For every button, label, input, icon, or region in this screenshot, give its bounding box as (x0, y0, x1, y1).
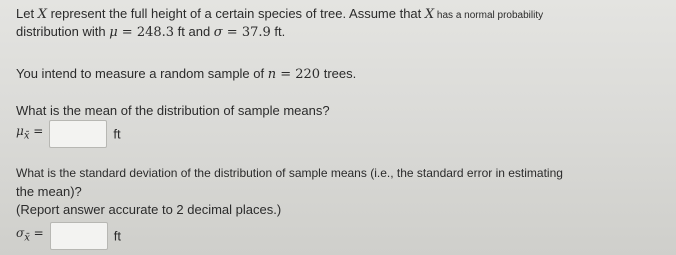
std-error-question-line-2: the mean)? (16, 184, 82, 199)
mean-answer-row (16, 120, 121, 148)
std-error-question-line-1: What is the standard deviation of the distribution of sample means (i.e., the standard error in estimating (16, 166, 563, 180)
n-symbol: n (267, 67, 277, 82)
std-error-answer-row (16, 222, 121, 250)
std-error-answer-input[interactable] (50, 222, 108, 250)
std-error-answer-unit: ft (113, 228, 121, 244)
mu-value: = 248.3 (117, 25, 175, 40)
mean-answer-label: $\mu_{x̄}$ = (16, 124, 44, 142)
mean-question: What is the mean of the distribution of sample means? (16, 103, 330, 118)
rounding-note: (Report answer accurate to 2 decimal places.) (16, 202, 282, 217)
n-value: = 220 (276, 67, 321, 82)
mu-symbol: μ (109, 25, 118, 40)
sigma-symbol: σ (213, 25, 223, 40)
std-error-answer-label: $\sigma_{x̄}$ = (16, 226, 44, 244)
sigma-value: = 37.9 (222, 25, 271, 40)
variable-x: X (37, 7, 47, 22)
problem-statement-line-1: Let X represent the full height of a certain species of tree. Assume that X has a normal probability (16, 6, 544, 22)
mean-answer-unit: ft (113, 126, 121, 142)
variable-x: X (424, 7, 435, 22)
problem-statement-line-2: distribution with μ = 248.3 ft and σ = 37.9 ft. (16, 24, 286, 40)
mean-answer-input[interactable] (49, 120, 107, 148)
sample-size-statement: You intend to measure a random sample of n = 220 trees. (16, 66, 357, 82)
